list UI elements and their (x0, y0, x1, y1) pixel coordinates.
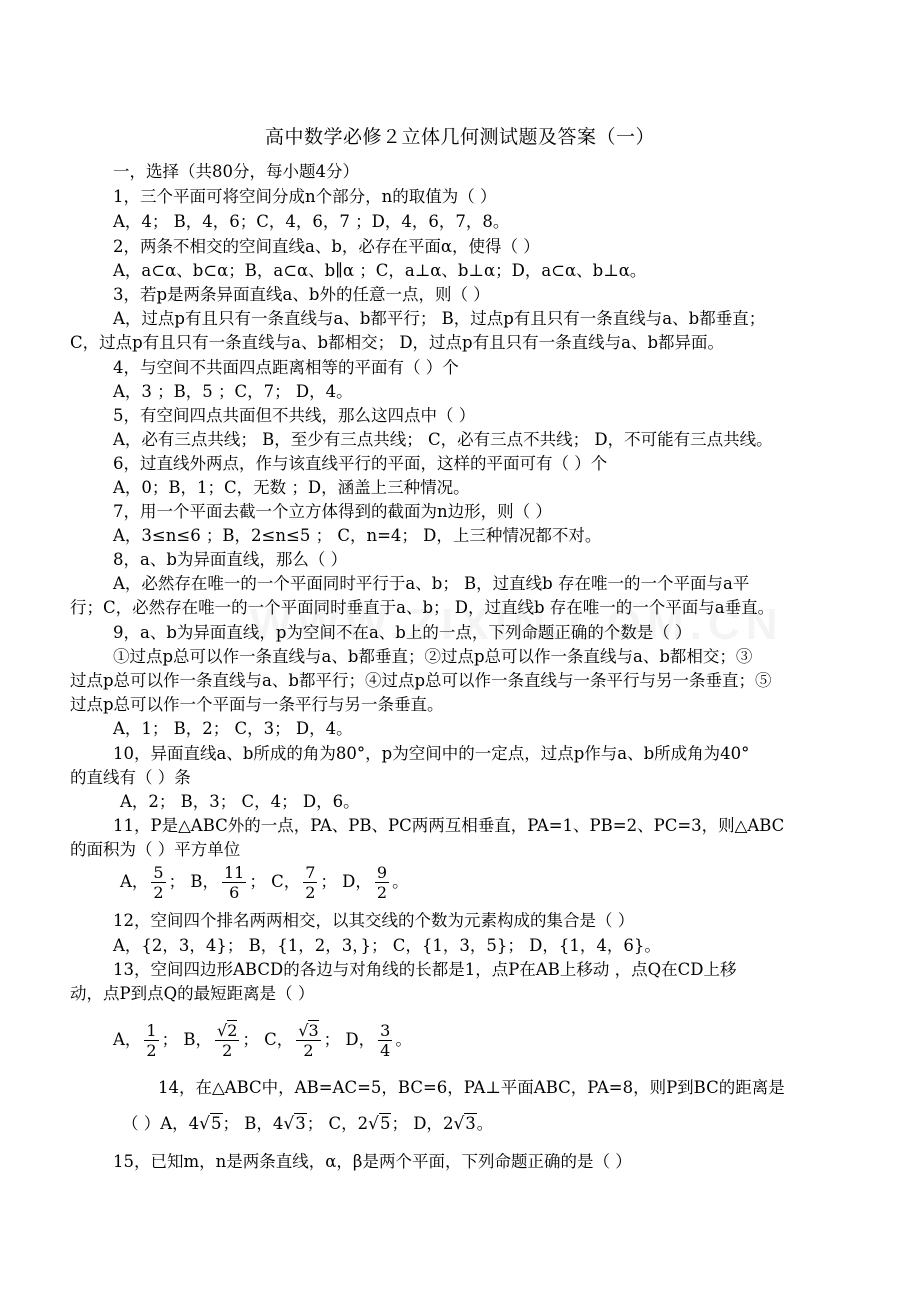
root-2sqrt3: 2√3 (442, 1114, 476, 1134)
question-2: 2，两条不相交的空间直线a、b，必存在平面α，使得（ ） (113, 237, 540, 256)
question-14: 14，在△ABC中，AB=AC=5，BC=6，PA⊥平面ABC，PA=8，则P到BC的距离是 (158, 1078, 785, 1097)
fraction-sqrt3-2: $\frac{√3}{2}$ (298, 1021, 319, 1060)
fraction-1-2: $\frac{1}{2}$ (146, 1021, 157, 1060)
options-9: A，1； B，2； C，3； D，4。 (113, 719, 353, 738)
options-11: A， $\frac{5}{2}$ ； B， $\frac{11}{6}$ ； C， $\frac{7}{2}$ ； D， $\frac{9}{2}$ 。 (120, 863, 409, 902)
question-7: 7，用一个平面去截一个立方体得到的截面为n边形，则（ ） (113, 502, 552, 521)
options-3-line1: A，过点p有且只有一条直线与a、b都平行； B，过点p有且只有一条直线与a、b都垂直； (113, 309, 766, 328)
root-2sqrt5: 2√5 (357, 1114, 391, 1134)
root-4sqrt3: 4√3 (272, 1114, 306, 1134)
question-13-line1: 13，空间四边形ABCD的各边与对角线的长都是1，点P在AB上移动 ，点Q在CD上移 (113, 960, 737, 979)
fraction-11-6: $\frac{11}{6}$ (223, 863, 245, 902)
fraction-9-2: $\frac{9}{2}$ (376, 863, 388, 902)
options-5: A，必有三点共线； B，至少有三点共线； C，必有三点不共线； D，不可能有三点共线。 (113, 430, 773, 449)
question-13-line2: 动，点P到点Q的最短距离是（ ） (70, 984, 315, 1003)
options-14: （ ）A，4√5； B，4√3； C，2√5； D，2√3。 (122, 1114, 494, 1134)
question-11-line2: 的面积为（ ）平方单位 (70, 840, 241, 859)
options-2: A，a⊂α、b⊂α；B，a⊂α、b∥α ；C，a⊥α、b⊥α；D，a⊂α、b⊥α。 (113, 261, 647, 280)
question-15: 15，已知m，n是两条直线，α，β是两个平面，下列命题正确的是（ ） (113, 1152, 632, 1171)
options-8-line1: A，必然存在唯一的一个平面同时平行于a、b； B，过直线b 存在唯一的一个平面与a平 (113, 574, 750, 593)
question-12: 12，空间四个排名两两相交，以其交线的个数为元素构成的集合是（ ） (113, 911, 635, 930)
page-title: 高中数学必修２立体几何测试题及答案（一） (264, 126, 655, 148)
question-3: 3，若p是两条异面直线a、b外的任意一点，则（ ） (113, 285, 490, 304)
root-4sqrt5: 4√5 (188, 1114, 222, 1134)
question-1: 1，三个平面可将空间分成n个部分，n的取值为（ ） (113, 187, 497, 206)
question-5: 5，有空间四点共面但不共线，那么这四点中（ ） (113, 406, 476, 425)
options-8-line2: 行；C，必然存在唯一的一个平面同时垂直于a、b； D，过直线b 存在唯一的一个平面与a垂直。 (70, 598, 775, 617)
question-6: 6，过直线外两点，作与该直线平行的平面，这样的平面可有（ ）个 (113, 454, 608, 473)
section-heading: 一，选择（共80分，每小题4分） (113, 162, 359, 181)
options-3-line2: C，过点p有且只有一条直线与a、b都相交； D，过点p有且只有一条直线与a、b都异面。 (70, 333, 725, 352)
question-9: 9，a、b为异面直线，p为空间不在a、b上的一点，下列命题正确的个数是（ ） (113, 623, 692, 642)
question-10-line1: 10，异面直线a、b所成的角为80°，p为空间中的一定点，过点p作与a、b所成角为40° (113, 744, 750, 763)
fraction-7-2: $\frac{7}{2}$ (305, 863, 316, 902)
options-7: A，3≤n≤6 ；B，2≤n≤5 ； C，n=4； D，上三种情况都不对。 (113, 526, 602, 545)
statements-9-line1: ①过点p总可以作一条直线与a、b都垂直；②过点p总可以作一条直线与a、b都相交；③ (113, 647, 753, 666)
question-8: 8，a、b为异面直线，那么（ ） (113, 550, 348, 569)
options-6: A，0；B，1；C，无数 ；D，涵盖上三种情况。 (113, 478, 470, 497)
options-13: A， $\frac{1}{2}$ ； B， $\frac{√2}{2}$ ； C， $\frac{√3}{2}$ ； D， $\frac{3}{4}$ 。 (113, 1021, 412, 1060)
fraction-3-4: $\frac{3}{4}$ (380, 1021, 391, 1060)
fraction-5-2: $\frac{5}{2}$ (153, 863, 164, 902)
options-1: A，4； B，4，6；C，4，6，7 ；D，4，6，7，8。 (113, 212, 510, 231)
question-10-line2: 的直线有（ ）条 (70, 768, 191, 787)
statements-9-line2: 过点p总可以作一条直线与a、b都平行；④过点p总可以作一条直线与一条平行与另一条垂直；⑤ (70, 671, 772, 690)
options-4: A，3 ；B，5 ；C，7； D，4。 (113, 382, 353, 401)
fraction-sqrt2-2: $\frac{√2}{2}$ (216, 1021, 238, 1060)
options-10: A，2； B，3； C，4； D，6。 (120, 792, 360, 811)
statements-9-line3: 过点p总可以作一个平面与一条平行与另一条垂直。 (70, 695, 444, 714)
options-12: A，{2，3，4}； B，{1，2，3，}； C，{1，3，5}； D，{1，4，6}。 (113, 936, 661, 955)
question-4: 4，与空间不共面四点距离相等的平面有（ ）个 (113, 358, 459, 377)
question-11-line1: 11，P是△ABC外的一点，PA、PB、PC两两互相垂直，PA=1、PB=2、PC=3，则△ABC (113, 816, 785, 835)
